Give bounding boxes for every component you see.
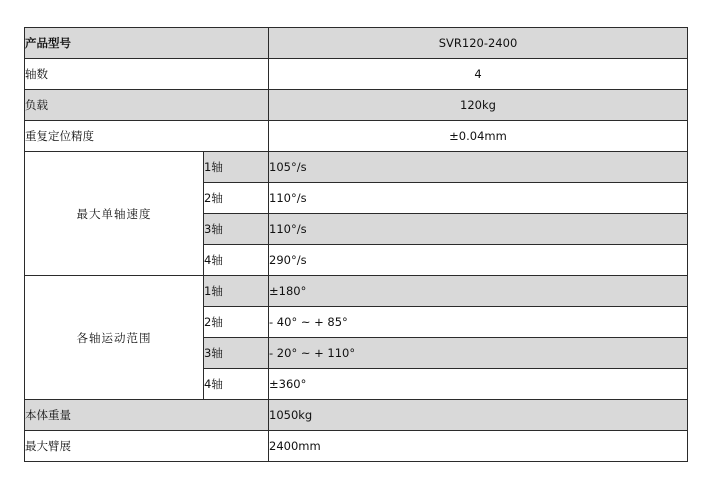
reach-value: 2400mm: [269, 431, 688, 462]
range-value-4: ±360°: [269, 369, 688, 400]
table-row: [25, 152, 688, 183]
speed-axis-2: 2轴: [204, 183, 269, 214]
range-axis-3: 3轴: [204, 338, 269, 369]
repeatability-label: 重复定位精度: [25, 121, 269, 152]
reach-label: 最大臂展: [25, 431, 269, 462]
axes-label: 轴数: [25, 59, 269, 90]
speed-axis-4: 4轴: [204, 245, 269, 276]
speed-value-4: 290°/s: [269, 245, 688, 276]
table-row: [25, 28, 688, 59]
range-value-3: - 20° ~ + 110°: [269, 338, 688, 369]
speed-value-3: 110°/s: [269, 214, 688, 245]
axes-value: 4: [269, 59, 688, 90]
payload-label: 负载: [25, 90, 269, 121]
weight-value: 1050kg: [269, 400, 688, 431]
range-value-2: - 40° ~ + 85°: [269, 307, 688, 338]
model-value: SVR120-2400: [269, 28, 688, 59]
table-row: [25, 431, 688, 462]
range-value-1: ±180°: [269, 276, 688, 307]
max-speed-label: 最大单轴速度: [25, 152, 204, 276]
payload-value: 120kg: [269, 90, 688, 121]
speed-axis-1: 1轴: [204, 152, 269, 183]
motion-range-label: 各轴运动范围: [25, 276, 204, 400]
spec-table: [24, 27, 688, 462]
table-row: [25, 90, 688, 121]
table-row: [25, 276, 688, 307]
range-axis-1: 1轴: [204, 276, 269, 307]
table-row: [25, 121, 688, 152]
weight-label: 本体重量: [25, 400, 269, 431]
range-axis-2: 2轴: [204, 307, 269, 338]
table-row: [25, 59, 688, 90]
speed-value-1: 105°/s: [269, 152, 688, 183]
speed-axis-3: 3轴: [204, 214, 269, 245]
repeatability-value: ±0.04mm: [269, 121, 688, 152]
model-label: 产品型号: [25, 28, 269, 59]
table-row: [25, 400, 688, 431]
speed-value-2: 110°/s: [269, 183, 688, 214]
range-axis-4: 4轴: [204, 369, 269, 400]
